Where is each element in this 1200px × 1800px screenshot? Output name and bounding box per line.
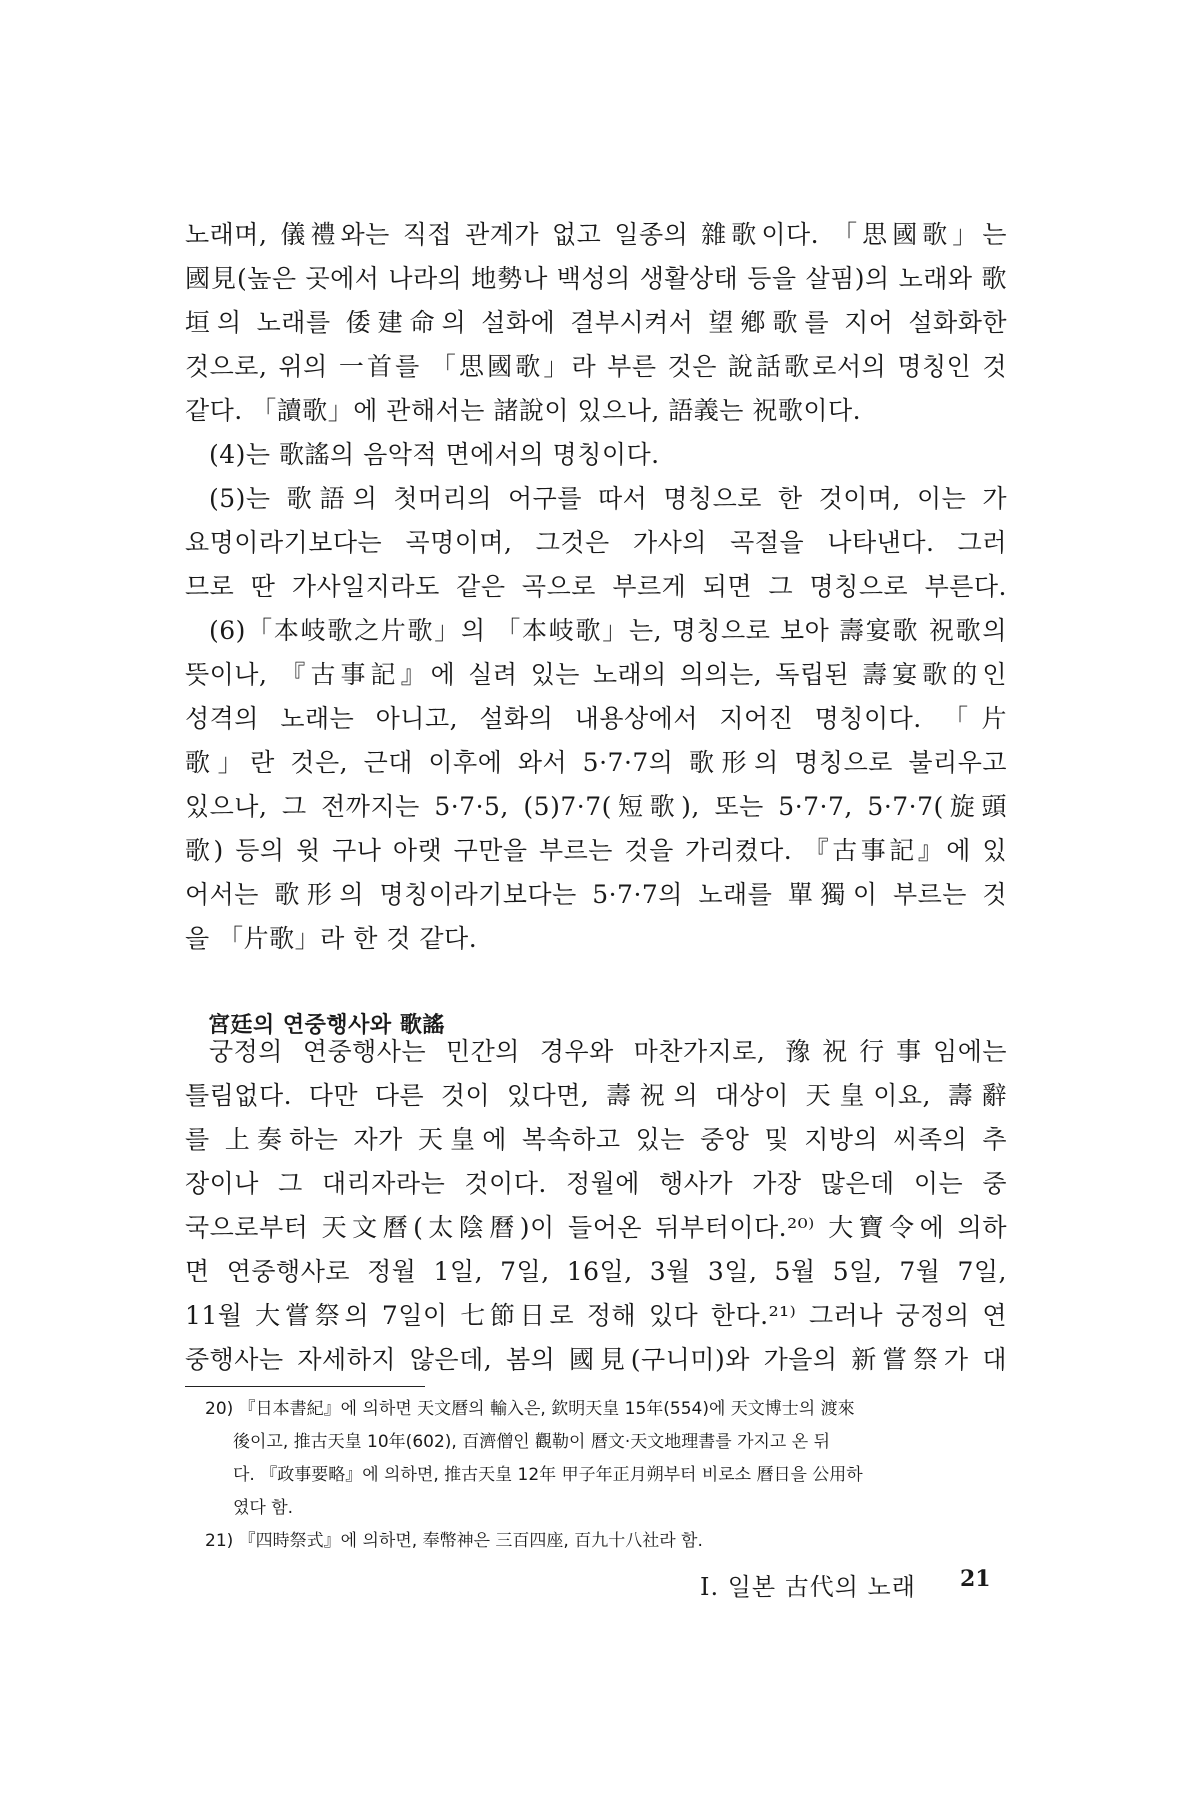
text-line: 노래며, 儀禮와는 직접 관계가 없고 일종의 雜歌이다. 「思國歌」는: [185, 220, 1007, 249]
section-heading: 宮廷의 연중행사와 歌謠: [208, 1013, 445, 1038]
footnotes: [205, 1393, 1005, 1558]
text-line: (4)는 歌謠의 음악적 면에서의 명칭이다.: [209, 440, 660, 469]
footnote-line: 21) 『四時祭式』에 의하면, 奉幣神은 三百四座, 百九十八社라 함.: [205, 1531, 703, 1551]
text-line: 있으나, 그 전까지는 5·7·5, (5)7·7(短歌), 또는 5·7·7, 5·7·7(旋頭: [185, 792, 1007, 821]
text-line: 垣의 노래를 倭建命의 설화에 결부시켜서 望鄕歌를 지어 설화화한: [185, 308, 1007, 337]
footnote-line: 였다 함.: [233, 1498, 294, 1518]
text-line: 를 上奏하는 자가 天皇에 복속하고 있는 중앙 및 지방의 씨족의 추: [185, 1125, 1007, 1154]
text-line: 틀림없다. 다만 다른 것이 있다면, 壽祝의 대상이 天皇이요, 壽辭: [185, 1081, 1007, 1110]
body-text-upper: [185, 213, 1007, 961]
footnote-line: 다. 『政事要略』에 의하면, 推古天皇 12年 甲子年正月朔부터 비로소 曆日을 公用하: [233, 1465, 863, 1485]
running-footer: I. 일본 古代의 노래: [700, 1573, 916, 1601]
text-line: 요명이라기보다는 곡명이며, 그것은 가사의 곡절을 나타낸다. 그러: [185, 528, 1007, 557]
text-line: 성격의 노래는 아니고, 설화의 내용상에서 지어진 명칭이다. 「片: [185, 704, 1007, 733]
text-line: 같다. 「讀歌」에 관해서는 諸說이 있으나, 語義는 祝歌이다.: [185, 396, 862, 425]
page-number: 21: [960, 1566, 991, 1592]
text-line: (5)는 歌語의 첫머리의 어구를 따서 명칭으로 한 것이며, 이는 가: [209, 484, 1007, 513]
text-line: 어서는 歌形의 명칭이라기보다는 5·7·7의 노래를 單獨이 부르는 것: [185, 880, 1007, 909]
text-line: 국으로부터 天文曆(太陰曆)이 들어온 뒤부터이다.²⁰⁾ 大寶令에 의하: [185, 1213, 1007, 1242]
text-line: 國見(높은 곳에서 나라의 地勢나 백성의 생활상태 등을 살핌)의 노래와 歌: [185, 264, 1007, 293]
text-line: 중행사는 자세하지 않은데, 봄의 國見(구니미)와 가을의 新嘗祭가 대: [185, 1345, 1007, 1374]
footnote-divider: [185, 1386, 425, 1387]
text-line: 장이나 그 대리자라는 것이다. 정월에 행사가 가장 많은데 이는 중: [185, 1169, 1007, 1198]
footnote-line: 後이고, 推古天皇 10年(602), 百濟僧인 觀勒이 曆文·天文地理書를 가지고 온 뒤: [233, 1432, 831, 1452]
text-line: (6)「本岐歌之片歌」의 「本岐歌」는, 명칭으로 보아 壽宴歌 祝歌의: [209, 616, 1007, 645]
text-line: 면 연중행사로 정월 1일, 7일, 16일, 3월 3일, 5월 5일, 7월 7일,: [185, 1257, 1007, 1286]
footnote-line: 20) 『日本書紀』에 의하면 天文曆의 輸入은, 欽明天皇 15年(554)에 天文博士의 渡來: [205, 1399, 855, 1419]
text-line: 11월 大嘗祭의 7일이 七節日로 정해 있다 한다.²¹⁾ 그러나 궁정의 연: [185, 1301, 1007, 1330]
text-line: 궁정의 연중행사는 민간의 경우와 마찬가지로, 豫祝行事임에는: [209, 1037, 1007, 1066]
text-line: 뜻이나, 『古事記』에 실려 있는 노래의 의의는, 독립된 壽宴歌的인: [185, 660, 1007, 689]
body-text-lower: [185, 1030, 1007, 1382]
text-line: 것으로, 위의 一首를 「思國歌」라 부른 것은 說話歌로서의 명칭인 것: [185, 352, 1007, 381]
text-line: 을 「片歌」라 한 것 같다.: [185, 924, 478, 953]
text-line: 歌) 등의 윗 구나 아랫 구만을 부르는 것을 가리켰다. 『古事記』에 있: [185, 836, 1007, 865]
text-line: 歌」란 것은, 근대 이후에 와서 5·7·7의 歌形의 명칭으로 불리우고: [185, 748, 1007, 777]
text-line: 므로 딴 가사일지라도 같은 곡으로 부르게 되면 그 명칭으로 부른다.: [185, 572, 1007, 601]
